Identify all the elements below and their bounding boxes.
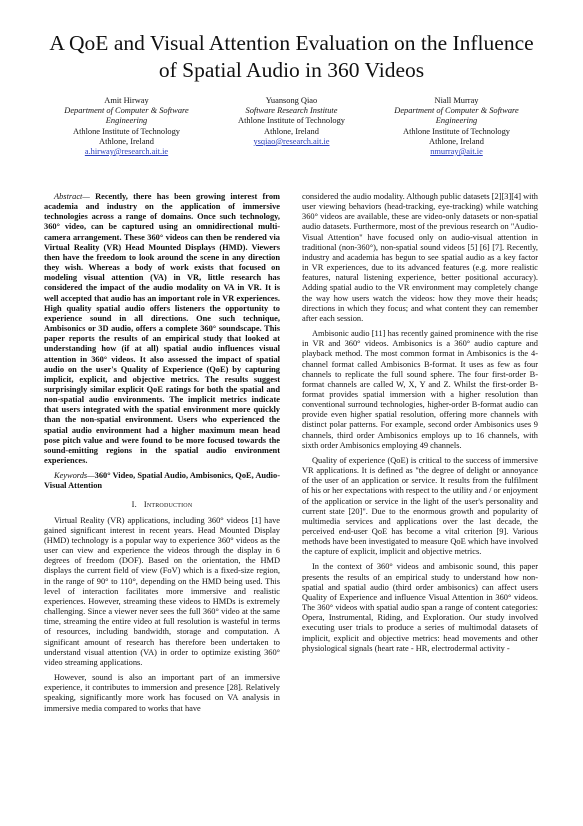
author-3 bbox=[374, 96, 539, 157]
author-name: Yuansong Qiao bbox=[265, 96, 318, 105]
author-2 bbox=[209, 96, 374, 157]
paper-title: A QoE and Visual Attention Evaluation on the Influence of Spatial Audio in 360 Videos bbox=[49, 31, 534, 82]
author-institution: Athlone Institute of Technology bbox=[73, 126, 180, 136]
body-paragraph: In the context of 360° videos and ambisonic sound, this paper presents the results of an empirical study to understand how non-spatial and spatial audio (third order ambisonics) can affect users Quality of Experience and influence Visual Attention in 360° videos. The 360° videos with spatial audio span a range of content categories: Opera, Instrumental, Riding, and Exploration. Our study involved executing user trials to produce a series of multimodal datasets of implicit, explicit and objective metrics: head movements and other physiological signals (heart rate - HR, electrodermal activity - bbox=[302, 562, 538, 653]
keywords-text: 360° Video, Spatial Audio, Ambisonics, QoE, Audio-Visual Attention bbox=[44, 471, 280, 491]
abstract-label: Abstract— bbox=[54, 192, 90, 201]
left-column bbox=[44, 192, 280, 719]
author-location: Athlone, Ireland bbox=[99, 136, 154, 146]
author-email-link[interactable]: nmurray@ait.ie bbox=[430, 147, 483, 157]
author-email-link[interactable]: a.hirway@research.ait.ie bbox=[84, 147, 169, 157]
body-paragraph: Ambisonic audio [11] has recently gained prominence with the rise in VR and 360° videos. Ambisonics is a 360° audio capture and playback method. The most common format in Ambisonics is the 4-channel format called Ambisonics B-format. It uses as few as four channels to replicate the full sound sphere. The four first-order B-format channels are called W, X, Y and Z. Whilst the first-order B-format provides spatial immersion with a higher resolution than conventional surround technologies, higher-order B-format audio can provide even higher spatial resolution, offering more channels with distinct polar patterns. For example, second order Ambisonics uses 9 channels, third order Ambisonics employs up to 16 channels, with sixth order Ambisonics employing 49 channels. bbox=[302, 329, 538, 450]
author-location: Athlone, Ireland bbox=[429, 136, 484, 146]
author-institution: Athlone Institute of Technology bbox=[403, 126, 510, 136]
body-paragraph: Virtual Reality (VR) applications, including 360° videos [1] have gained significant interest in recent years. Head Mounted Display (HMD) technology is a popular way to experience 360° videos as the user can view and experience the videos through the display in 6 degrees of freedom (DOF). Based on the orientation, the HMD displays the current field of view (FoV) which is a fixed-size region, in the range of 90° to 110°, depending on the HMD being used. This level of interaction facilitates more immersive and realistic experiences. However, streaming these videos to HMDs is extremely challenging. Since a viewer never sees the full 360° video at the same time, streaming the entire video at full resolution is wasteful in terms of resources, including bandwidth, storage and computation. A significant amount of research has therefore been undertaken to understand visual attention (VA) in order to optimize existing 360° video streaming applications. bbox=[44, 515, 280, 667]
keywords bbox=[44, 471, 280, 491]
abstract-text: Recently, there has been growing interest from academia and industry on the application of immersive technologies across a range of domains. Once such technology, 360° video, can be captured using an omnidirectional multi-camera arrangement. These 360° videos can then be rendered via Virtual Reality (VR) Head Mounted Displays (HMD). Viewers then have the freedom to look around the scene in any direction they wish. Whereas a body of work exists that focused on modeling visual attention (VA) in VR, little research has considered the impact of the audio modality on VA in VR. It is well accepted that audio has an important role in VR experiences. High quality spatial audio offers listeners the opportunity to experience sound in all directions. One such technique, Ambisonics or 3D audio, offers a complete 360° soundscape. This paper reports the results of an empirical study that looked at understanding how (if at all) spatial audio influences visual attention in 360° videos. It also assessed the impact of spatial audio on the user's Quality of Experience (QoE) by capturing implicit, explicit, and objective metrics. The results suggest surprisingly similar explicit QoE ratings for both the spatial and non-spatial audio environments. The implicit metrics indicate that users integrated with the spatial environment more quickly than the non-spatial environment. Users who experienced the spatial audio environment had a higher maximum mean head pose pitch value and were found to be more focused towards the sound-emitting regions in the spatial audio environment experiences. bbox=[44, 192, 280, 466]
author-name: Niall Murray bbox=[434, 96, 479, 105]
author-institution: Athlone Institute of Technology bbox=[238, 116, 345, 126]
keywords-label: Keywords— bbox=[54, 471, 95, 481]
author-department: Department of Computer & Software Engineering bbox=[64, 106, 189, 126]
author-1 bbox=[44, 96, 209, 157]
body-paragraph: However, sound is also an important part of an immersive experience, it contributes to immersion and presence [28]. Relatively speaking, significantly more work has focused on VA analysis in immersive media compared to works that have bbox=[44, 673, 280, 713]
author-department: Department of Computer & Software Engineering bbox=[394, 106, 519, 126]
author-location: Athlone, Ireland bbox=[264, 126, 319, 136]
author-name: Amit Hirway bbox=[104, 96, 149, 105]
abstract bbox=[44, 192, 280, 466]
body-paragraph: Quality of experience (QoE) is critical to the success of immersive VR applications. It is defined as "the degree of delight or annoyance of the user of an application or service. It results from the fulfilment of his or her expectations with respect to the utility and / or enjoyment of the application or service in the light of the user's personality and current state [20]". Due to the enormous growth and popularity of multimedia services and applications over the last decade, the perceived end-user QoE has become a vital criterion [9]. Various methods have been investigated to measure QoE which have involved the capture of explicit, implicit and objective metrics. bbox=[302, 455, 538, 557]
section-number: I. bbox=[131, 499, 137, 509]
author-email-link[interactable]: ysqiao@research.ait.ie bbox=[253, 136, 330, 146]
author-block bbox=[44, 96, 539, 157]
body-paragraph: considered the audio modality. Although public datasets [2][3][4] with user viewing behaviors (head-tracking, eye-tracking) while watching 360° videos are available, these are video-only datasets or non-spatial audio datasets. Furthermore, most of the previous research on "Audio-Visual Attention" have focused only on audio-visual attention in traditional (non-360°), non-spatial sound videos [5] [6] [7]. Recently, industry and academia has begun to see spatial audio as a key factor in VR experiences, due to its advanced features (e.g. more realistic features, natural listening experience, better positional accuracy). Adding spatial audio to the VR environment may completely change the way how users watch the videos: how they move their heads; directions in which they focus; and what content they can remember after each session. bbox=[302, 192, 538, 323]
author-department: Software Research Institute bbox=[245, 106, 338, 116]
section-heading bbox=[44, 500, 280, 510]
right-column bbox=[302, 192, 538, 659]
section-title: Introduction bbox=[143, 499, 193, 509]
